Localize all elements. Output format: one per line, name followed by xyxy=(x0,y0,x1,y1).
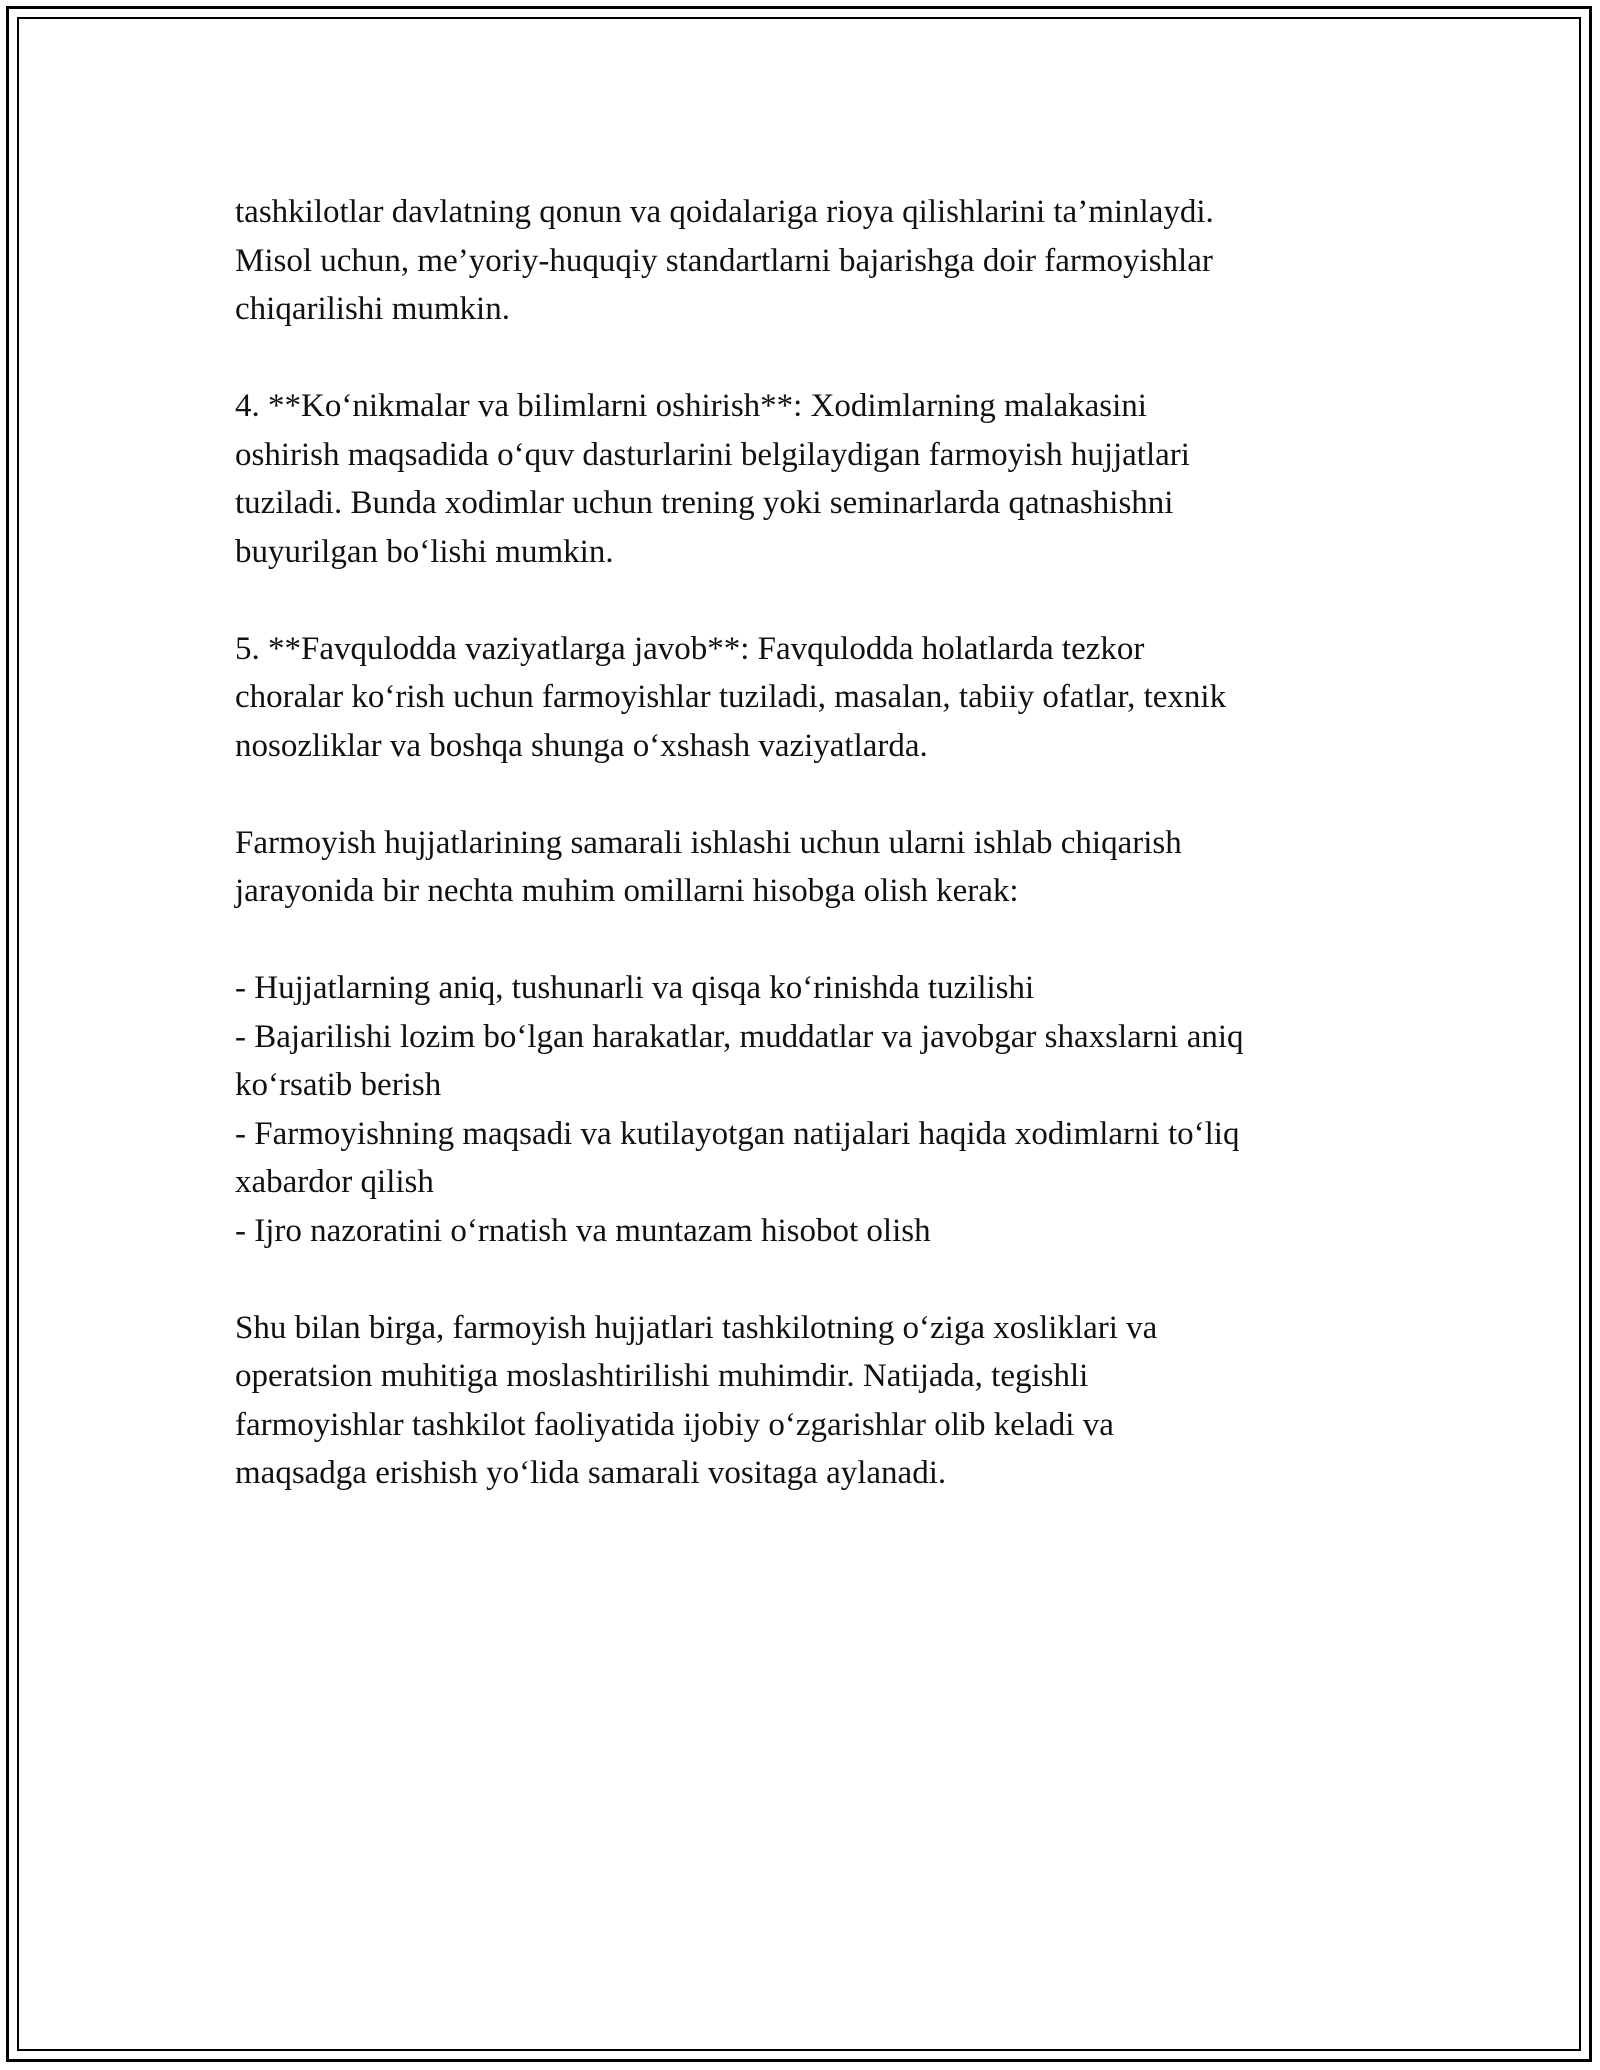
list-item: - Hujjatlarning aniq, tushunarli va qisqa ko‘rinishda tuzilishi xyxy=(235,970,1035,1006)
document-body xyxy=(235,188,1395,1546)
text-line: nosozliklar va boshqa shunga o‘xshash vaziyatlarda. xyxy=(235,727,928,764)
text-line: maqsadga erishish yo‘lida samarali vositaga aylanadi. xyxy=(235,1455,947,1491)
text-line: tuziladi. Bunda xodimlar uchun trening yoki seminarlarda qatnashishni xyxy=(235,485,1174,521)
list-item: xabardor qilish xyxy=(235,1164,434,1200)
text-line: Shu bilan birga, farmoyish hujjatlari tashkilotning o‘ziga xosliklari va xyxy=(235,1309,1158,1346)
list-item: ko‘rsatib berish xyxy=(235,1067,442,1103)
text-line: jarayonida bir nechta muhim omillarni hisobga olish kerak: xyxy=(235,873,1019,909)
text-line: oshirish maqsadida o‘quv dasturlarini belgilaydigan farmoyish hujjatlari xyxy=(235,436,1190,473)
paragraph-item-5 xyxy=(235,625,1395,771)
text-line: 5. **Favqulodda vaziyatlarga javob**: Favqulodda holatlarda tezkor xyxy=(235,630,1145,667)
text-line: Misol uchun, me’yoriy-huquqiy standartlarni bajarishga doir farmoyishlar xyxy=(235,242,1213,279)
text-line: 4. **Ko‘nikmalar va bilimlarni oshirish**: Xodimlarning malakasini xyxy=(235,388,1147,424)
text-line: farmoyishlar tashkilot faoliyatida ijobiy o‘zgarishlar olib keladi va xyxy=(235,1406,1114,1443)
paragraph-factors-intro xyxy=(235,819,1395,916)
text-line: chiqarilishi mumkin. xyxy=(235,291,510,327)
list-item: - Farmoyishning maqsadi va kutilayotgan natijalari haqida xodimlarni to‘liq xyxy=(235,1115,1240,1152)
text-line: choralar ko‘rish uchun farmoyishlar tuziladi, masalan, tabiiy ofatlar, texnik xyxy=(235,679,1227,715)
bullet-list xyxy=(235,964,1395,1255)
text-line: operatsion muhitiga moslashtirilishi muhimdir. Natijada, tegishli xyxy=(235,1358,1089,1394)
text-line: buyurilgan bo‘lishi mumkin. xyxy=(235,533,614,570)
paragraph-item-4 xyxy=(235,382,1395,576)
list-item: - Ijro nazoratini o‘rnatish va muntazam hisobot olish xyxy=(235,1212,931,1249)
text-line: tashkilotlar davlatning qonun va qoidalariga rioya qilishlarini ta’minlaydi. xyxy=(235,194,1214,230)
paragraph-intro-continued xyxy=(235,188,1395,334)
text-line: Farmoyish hujjatlarining samarali ishlashi uchun ularni ishlab chiqarish xyxy=(235,824,1182,861)
paragraph-conclusion xyxy=(235,1304,1395,1498)
list-item: - Bajarilishi lozim bo‘lgan harakatlar, muddatlar va javobgar shaxslarni aniq xyxy=(235,1018,1244,1055)
